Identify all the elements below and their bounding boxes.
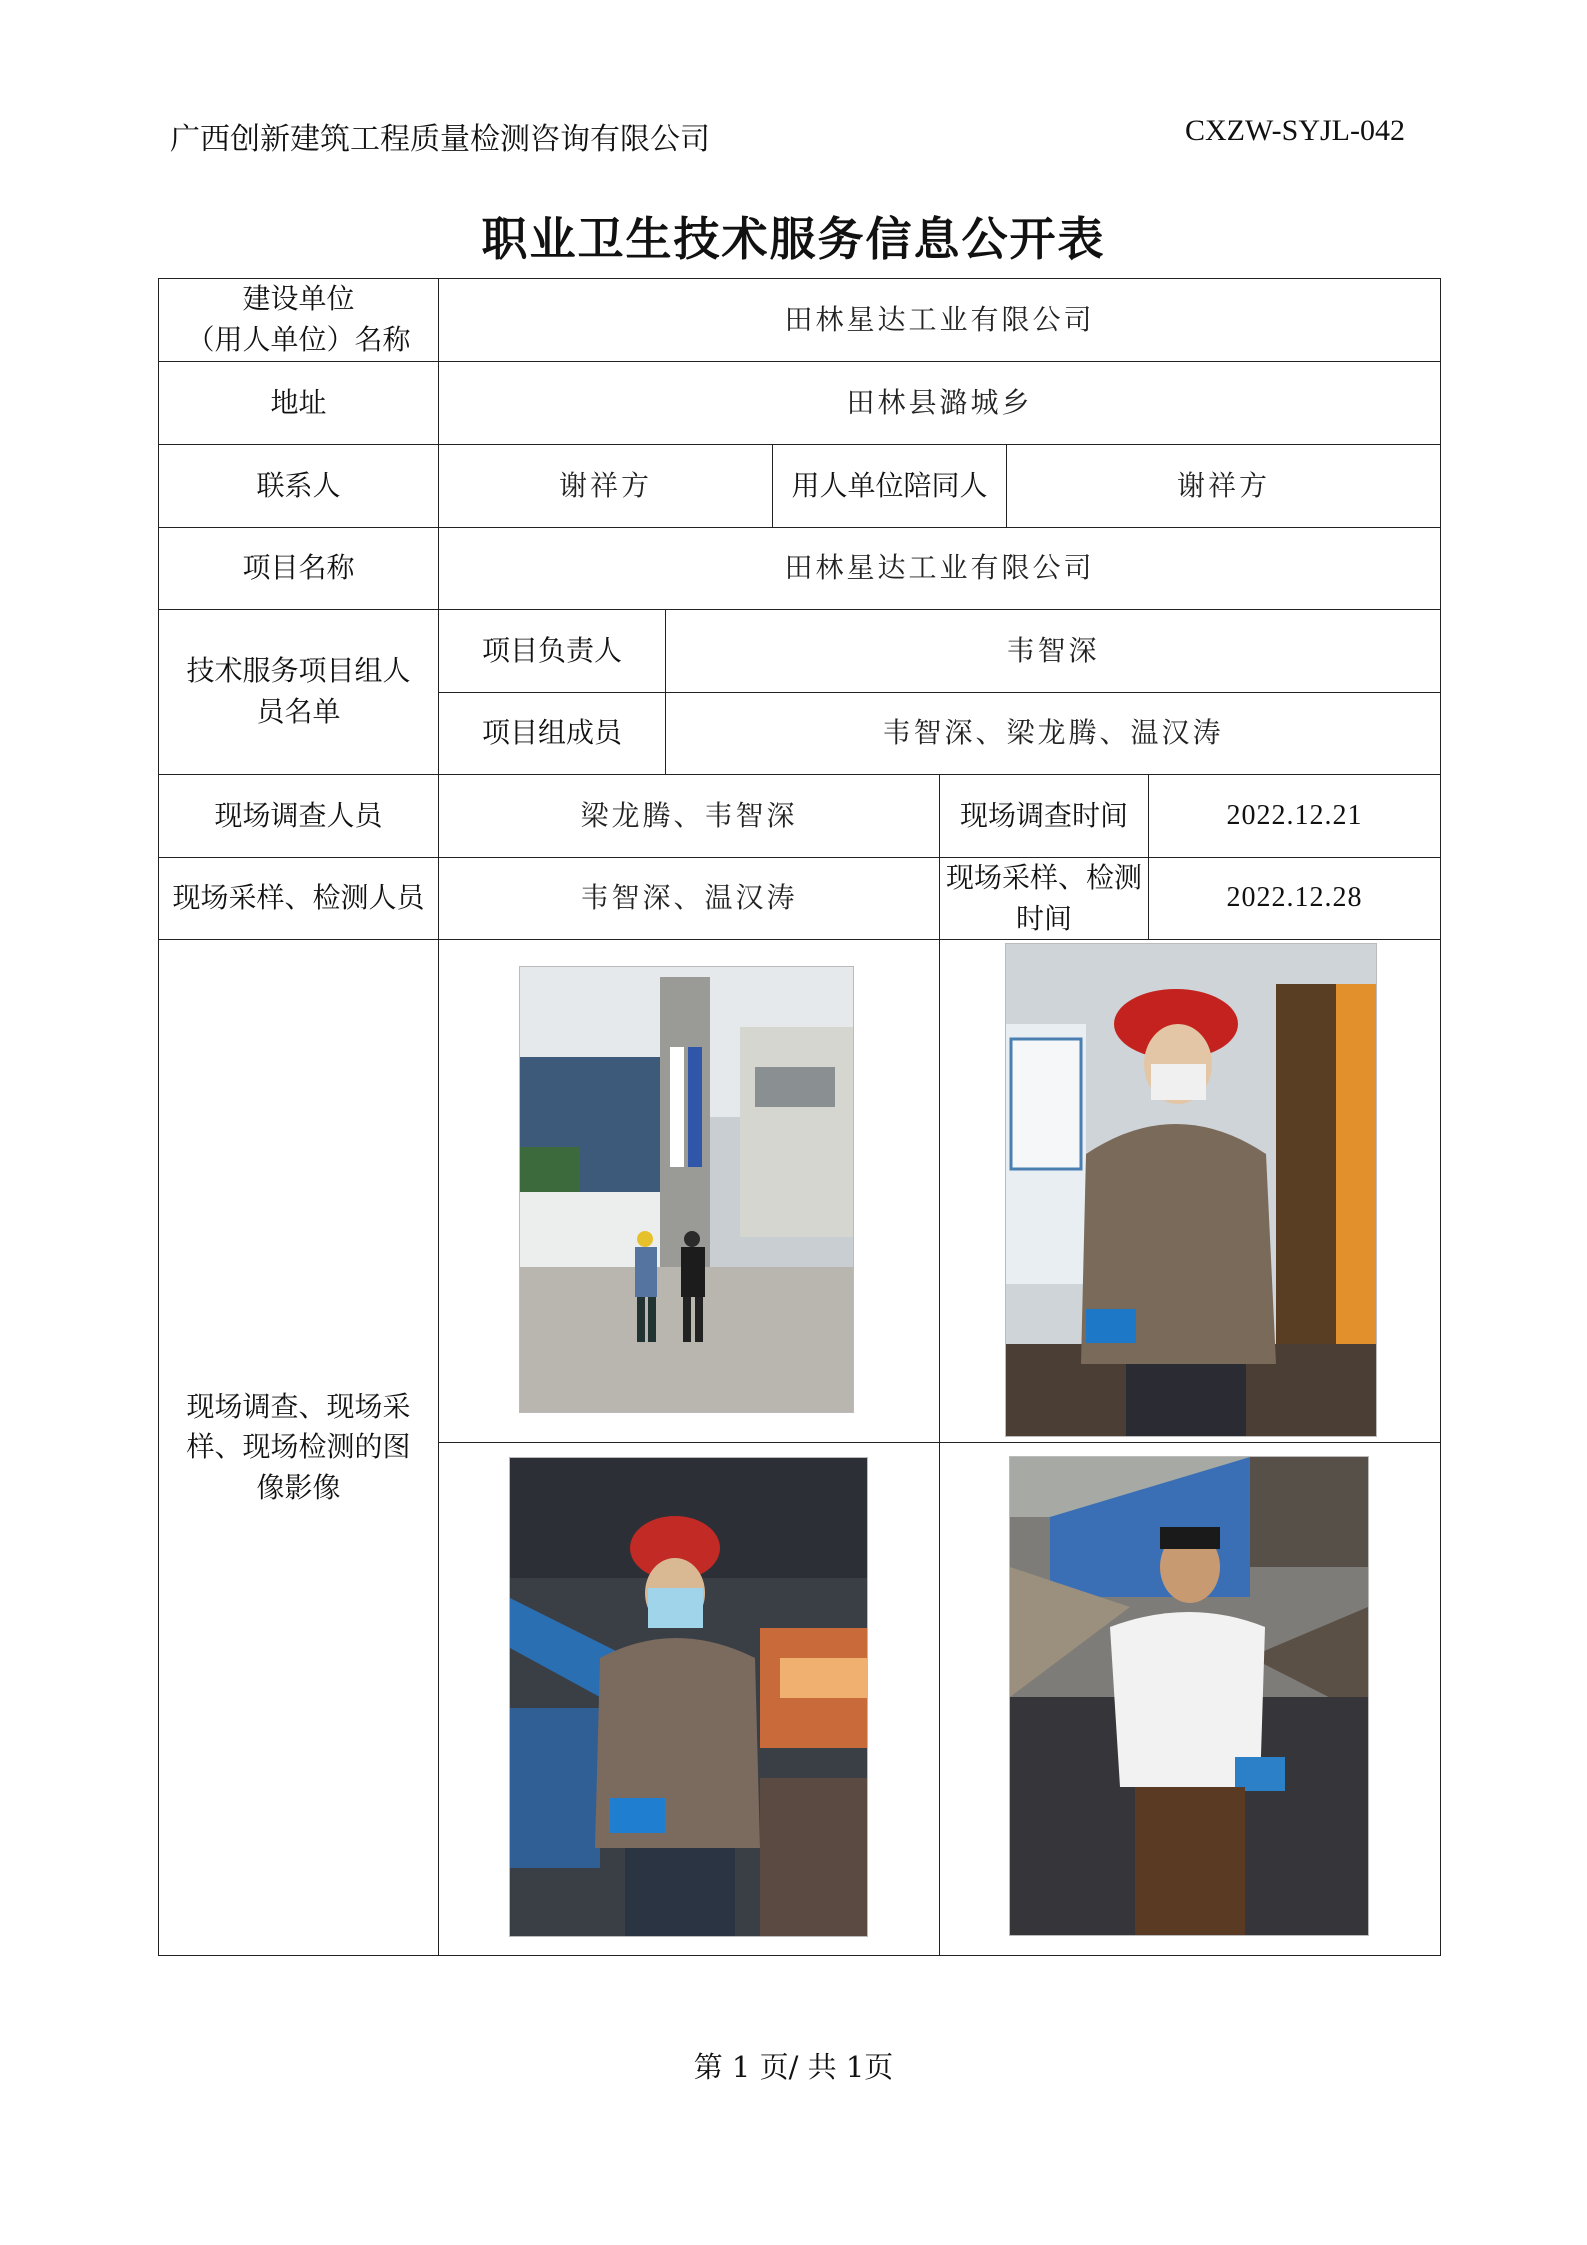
info-table — [158, 278, 1441, 1956]
survey-time-label: 现场调查时间 — [940, 775, 1149, 858]
photo-worker-red-helmet-furnace-image — [510, 1458, 867, 1936]
employer-label-line2: （用人单位）名称 — [186, 323, 411, 356]
row-survey — [159, 775, 1441, 858]
leader-label: 项目负责人 — [439, 610, 666, 693]
photo-worker-red-helmet-indoor — [1005, 943, 1377, 1437]
survey-time-value: 2022.12.21 — [1149, 775, 1441, 858]
row-sampling — [159, 858, 1441, 940]
employer-label — [159, 279, 439, 362]
address-label: 地址 — [159, 362, 439, 445]
row-project-name — [159, 528, 1441, 610]
page-number: 第 1 页/ 共 1页 — [693, 2050, 894, 2084]
company-name: 广西创新建筑工程质量检测咨询有限公司 — [170, 122, 710, 157]
escort-value: 谢祥方 — [1007, 445, 1441, 528]
members-label: 项目组成员 — [439, 693, 666, 775]
row-contact — [159, 445, 1441, 528]
row-address — [159, 362, 1441, 445]
photo-worker-coal-yard — [1009, 1456, 1369, 1936]
photo-factory-gate-image — [520, 967, 853, 1412]
survey-staff-value: 梁龙腾、韦智深 — [439, 775, 940, 858]
row-photos-1 — [159, 940, 1441, 1443]
sampling-staff-label: 现场采样、检测人员 — [159, 858, 439, 940]
survey-staff-label: 现场调查人员 — [159, 775, 439, 858]
photo-worker-red-helmet-indoor-image — [1006, 944, 1376, 1436]
employer-value: 田林星达工业有限公司 — [439, 279, 1441, 362]
project-name-label: 项目名称 — [159, 528, 439, 610]
photo-cell-gate — [439, 940, 940, 1443]
photo-worker-coal-yard-image — [1010, 1457, 1368, 1935]
sampling-staff-value: 韦智深、温汉涛 — [439, 858, 940, 940]
row-employer — [159, 279, 1441, 362]
employer-label-line1: 建设单位 — [242, 282, 355, 316]
team-label: 技术服务项目组人员名单 — [159, 610, 439, 775]
photo-worker-red-helmet-furnace — [509, 1457, 868, 1937]
contact-label: 联系人 — [159, 445, 439, 528]
document-code: CXZW-SYJL-042 — [1185, 114, 1405, 147]
contact-value: 谢祥方 — [439, 445, 773, 528]
photo-cell-worker-coal — [940, 1443, 1441, 1956]
sampling-time-value: 2022.12.28 — [1149, 858, 1441, 940]
members-value: 韦智深、梁龙腾、温汉涛 — [666, 693, 1441, 775]
photo-factory-gate — [519, 966, 854, 1413]
images-label: 现场调查、现场采样、现场检测的图像影像 — [159, 940, 439, 1956]
photo-cell-worker-helmet — [940, 940, 1441, 1443]
address-value: 田林县潞城乡 — [439, 362, 1441, 445]
sampling-time-label: 现场采样、检测时间 — [940, 858, 1149, 940]
leader-value: 韦智深 — [666, 610, 1441, 693]
photo-cell-worker-furnace — [439, 1443, 940, 1956]
escort-label: 用人单位陪同人 — [773, 445, 1007, 528]
page-title: 职业卫生技术服务信息公开表 — [481, 212, 1106, 266]
project-name-value: 田林星达工业有限公司 — [439, 528, 1441, 610]
row-leader — [159, 610, 1441, 693]
